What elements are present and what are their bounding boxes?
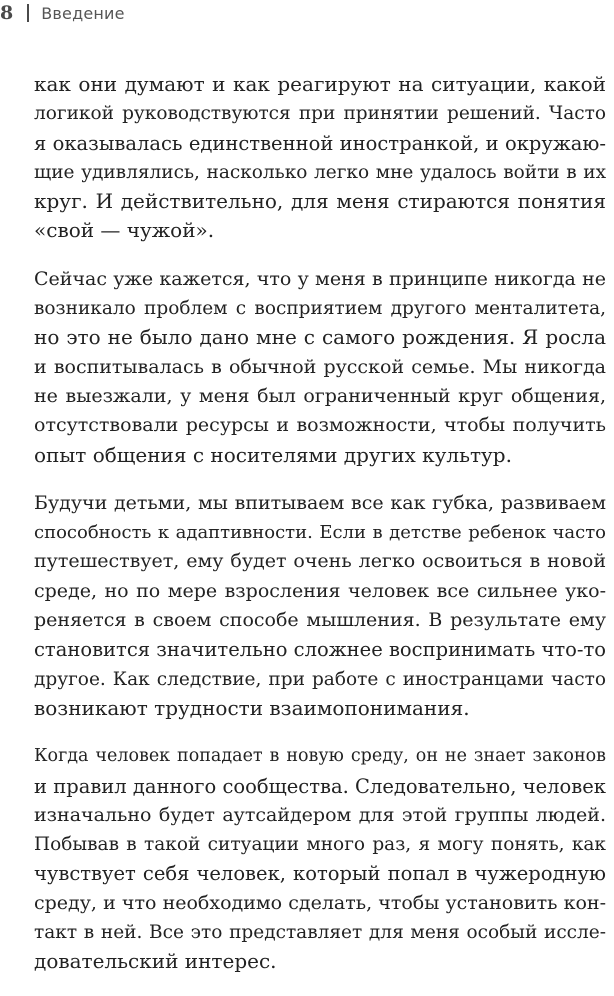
text-line: другое. Как следствие, при работе с иностранцами часто xyxy=(34,668,606,690)
page-number: 8 xyxy=(0,2,14,24)
text-line: путешествует, ему будет очень легко освоиться в новой xyxy=(34,550,606,573)
text-line: довательский интерес. xyxy=(34,949,277,974)
text-line: такт в ней. Все это представляет для меня особый иссле- xyxy=(34,922,606,944)
text-line: реняется в своем способе мышления. В результате ему xyxy=(34,609,606,632)
text-line: и воспитывалась в обычной русской семье. Мы никогда xyxy=(34,355,606,378)
text-line: возникают трудности взаимопонимания. xyxy=(34,695,470,720)
header-divider xyxy=(27,4,29,22)
text-line: Будучи детьми, мы впитываем все как губка, развиваем xyxy=(34,491,606,514)
running-header xyxy=(0,0,125,26)
paragraph-3 xyxy=(34,489,606,723)
paragraph-4 xyxy=(34,742,606,976)
text-line: логикой руководствуются при принятии решений. Часто xyxy=(34,103,606,125)
text-line: изначально будет аутсайдером для этой группы людей. xyxy=(34,803,606,826)
text-line: круг. И действительно, для меня стираются понятия xyxy=(34,189,606,214)
text-line: среду, и что необходимо сделать, чтобы установить кон- xyxy=(34,891,606,914)
body-text xyxy=(34,70,606,996)
text-line: отсутствовали ресурсы и возможности, чтобы получить xyxy=(34,414,606,437)
text-line: не выезжали, у меня был ограниченный круг общения, xyxy=(34,384,606,407)
text-line: я оказывалась единственной иностранкой, и окружаю- xyxy=(34,131,606,155)
text-line: Сейчас уже кажется, что у меня в принципе никогда не xyxy=(34,267,606,290)
text-line: опыт общения с носителями других культур. xyxy=(34,442,512,467)
text-line: Когда человек попадает в новую среду, он не знает законов xyxy=(34,746,606,767)
paragraph-2 xyxy=(34,265,606,470)
text-line: «свой — чужой». xyxy=(34,218,215,243)
text-line: как они думают и как реагируют на ситуации, какой xyxy=(34,72,606,96)
text-line: становится значительно сложнее воспринимать что-то xyxy=(34,638,606,662)
text-line: чувствует себя человек, который попал в чужеродную xyxy=(34,862,606,886)
section-title: Введение xyxy=(41,3,125,23)
text-line: но это не было дано мне с самого рождения. Я росла xyxy=(34,325,606,350)
text-line: и правил данного сообщества. Следовательно, человек xyxy=(34,774,606,798)
text-line: возникало проблем с восприятием другого менталитета, xyxy=(34,298,606,320)
text-line: среде, но по мере взросления человек все сильнее уко- xyxy=(34,579,606,602)
text-line: щие удивлялись, насколько легко мне удалось войти в их xyxy=(34,161,606,183)
paragraph-1 xyxy=(34,70,606,246)
text-line: Побывав в такой ситуации много раз, я могу понять, как xyxy=(34,834,606,856)
text-line: способность к адаптивности. Если в детстве ребенок часто xyxy=(34,522,606,544)
